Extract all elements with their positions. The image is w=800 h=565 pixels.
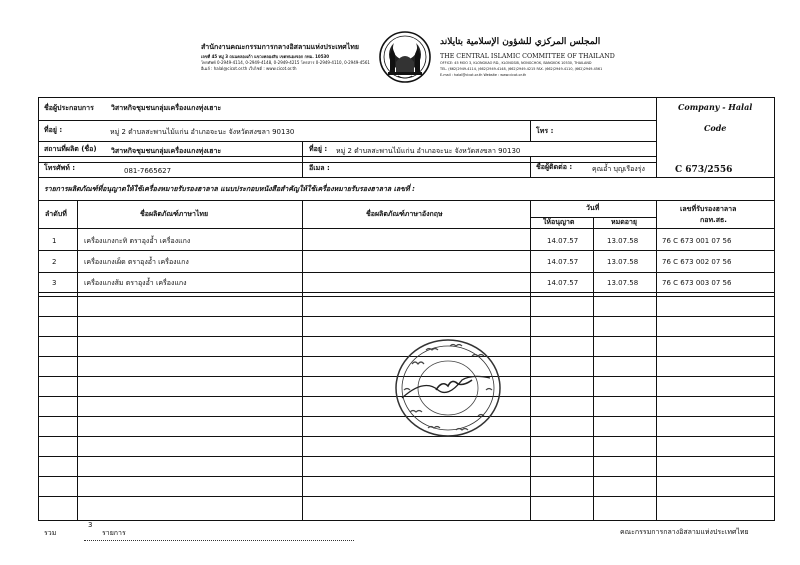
list-caption: รายการผลิตภัณฑ์ที่อนุญาตให้ใช้เครื่องหมายรับรองฮาลาล แนบประกอบหนังสือสำคัญให้ใช้เครื่องหมายรับรองฮาลาล เลขที่ :: [44, 185, 415, 193]
total-label: รวม: [44, 529, 57, 537]
phone-label: โทรศัพท์ :: [44, 164, 76, 172]
header-thai-addr3: อีเมล์ : halal@cicot.or.th เว็บไซต์ : www.cicot.or.th: [201, 66, 297, 71]
row-no: 3: [52, 279, 57, 287]
header-en-addr3: E-mail : halal@cicot.or.th Website : www.cicot.or.th: [440, 73, 527, 77]
factory-address-label: ที่อยู่ :: [309, 145, 328, 153]
phone-value: 081-7665627: [124, 167, 172, 175]
col-expire-header: หมดอายุ: [611, 218, 638, 226]
col-en-name-header: ชื่อผลิตภัณฑ์ภาษาอังกฤษ: [366, 210, 443, 218]
row-permit-date: 14.07.57: [547, 279, 579, 287]
col-permit-header: ให้อนุญาต: [543, 218, 575, 226]
row-no: 2: [52, 258, 57, 266]
row-expire-date: 13.07.58: [607, 258, 639, 266]
row-thai-name: เครื่องแกงส้ม ตราอุงอ้ำ เครื่องแกง: [84, 279, 187, 287]
factory-label: สถานที่ผลิต (ชื่อ): [44, 145, 97, 153]
address-value: หมู่ 2 ตำบลสะพานไม้แก่น อำเภอจะนะ จังหวัดสงขลา 90130: [110, 128, 295, 136]
row-permit-date: 14.07.57: [547, 237, 579, 245]
header-en-addr1: OFFICE: 45 MOO 3, KLONGKAO RD., KLONGSIB, NONGCHOK, BANGKOK 10530, THAILAND: [440, 61, 592, 65]
col-no-header: ลำดับที่: [45, 210, 67, 218]
tel-label: โทร :: [536, 127, 554, 135]
operator-value: วิสาหกิจชุมชนกลุ่มเครื่องแกงทุ่งเฮาะ: [111, 104, 222, 112]
header-thai-org: สำนักงานคณะกรรมการกลางอิสลามแห่งประเทศไทย: [201, 43, 359, 51]
row-cert-no: 76 C 673 002 07 56: [662, 258, 732, 266]
row-cert-no: 76 C 673 003 07 56: [662, 279, 732, 287]
operator-label: ชื่อผู้ประกอบการ: [44, 104, 94, 112]
items-label: รายการ: [102, 529, 126, 537]
address-label: ที่อยู่ :: [44, 126, 63, 134]
factory-value: วิสาหกิจชุมชนกลุ่มเครื่องแกงทุ่งเฮาะ: [111, 147, 222, 155]
header-en-addr2: TEL. (662)2949-4114, (662)2949-4148, (662)2949-4215 FAX. (662)2949-4110, (662)2949-4561: [440, 67, 603, 71]
code-label: Code: [704, 123, 727, 133]
contact-label: ชื่อผู้ติดต่อ :: [536, 163, 573, 171]
footer-org-name: คณะกรรมการกลางอิสลามแห่งประเทศไทย: [620, 528, 749, 536]
row-expire-date: 13.07.58: [607, 237, 639, 245]
col-thai-name-header: ชื่อผลิตภัณฑ์ภาษาไทย: [140, 210, 209, 218]
row-permit-date: 14.07.57: [547, 258, 579, 266]
contact-value: คุณอ้ำ บุญเรืองรุ่ง: [592, 165, 645, 173]
col-cert-header: เลขที่รับรองฮาลาล: [680, 205, 737, 213]
col-date-header: วันที่: [586, 204, 600, 212]
header-arabic-org: المجلس المركزي للشؤون الإسلامية بتايلاند: [440, 37, 601, 47]
code-value: C 673/2556: [675, 165, 733, 175]
header-thai-addr1: เลขที่ 45 หมู่ 3 ถนนคลองเก้า แขวงคลองสิบ เขตหนองจอก กทม. 10530: [201, 54, 330, 59]
row-cert-no: 76 C 673 001 07 56: [662, 237, 732, 245]
header-en-org: THE CENTRAL ISLAMIC COMMITTEE OF THAILAND: [440, 53, 615, 60]
official-seal-icon: [392, 334, 504, 442]
factory-address-value: หมู่ 2 ตำบลสะพานไม้แก่น อำเภอจะนะ จังหวัดสงขลา 90130: [336, 147, 521, 155]
row-no: 1: [52, 237, 57, 245]
row-expire-date: 13.07.58: [607, 279, 639, 287]
row-thai-name: เครื่องแกงกะทิ ตราอุงอ้ำ เครื่องแกง: [84, 237, 191, 245]
email-label: อีเมล :: [309, 164, 330, 172]
cicot-logo-icon: [378, 30, 432, 84]
company-halal-label: Company - Halal: [678, 102, 753, 112]
total-count: 3: [88, 521, 93, 529]
col-cert-sub-header: กอท.สธ.: [700, 216, 727, 224]
row-thai-name: เครื่องแกงเผ็ด ตราอุงอ้ำ เครื่องแกง: [84, 258, 189, 266]
header-thai-addr2: โทรศัพท์ 0-2949-4114, 0-2949-4148, 0-2949-4215 โทรสาร 0-2949-4110, 0-2949-4561: [201, 60, 370, 65]
